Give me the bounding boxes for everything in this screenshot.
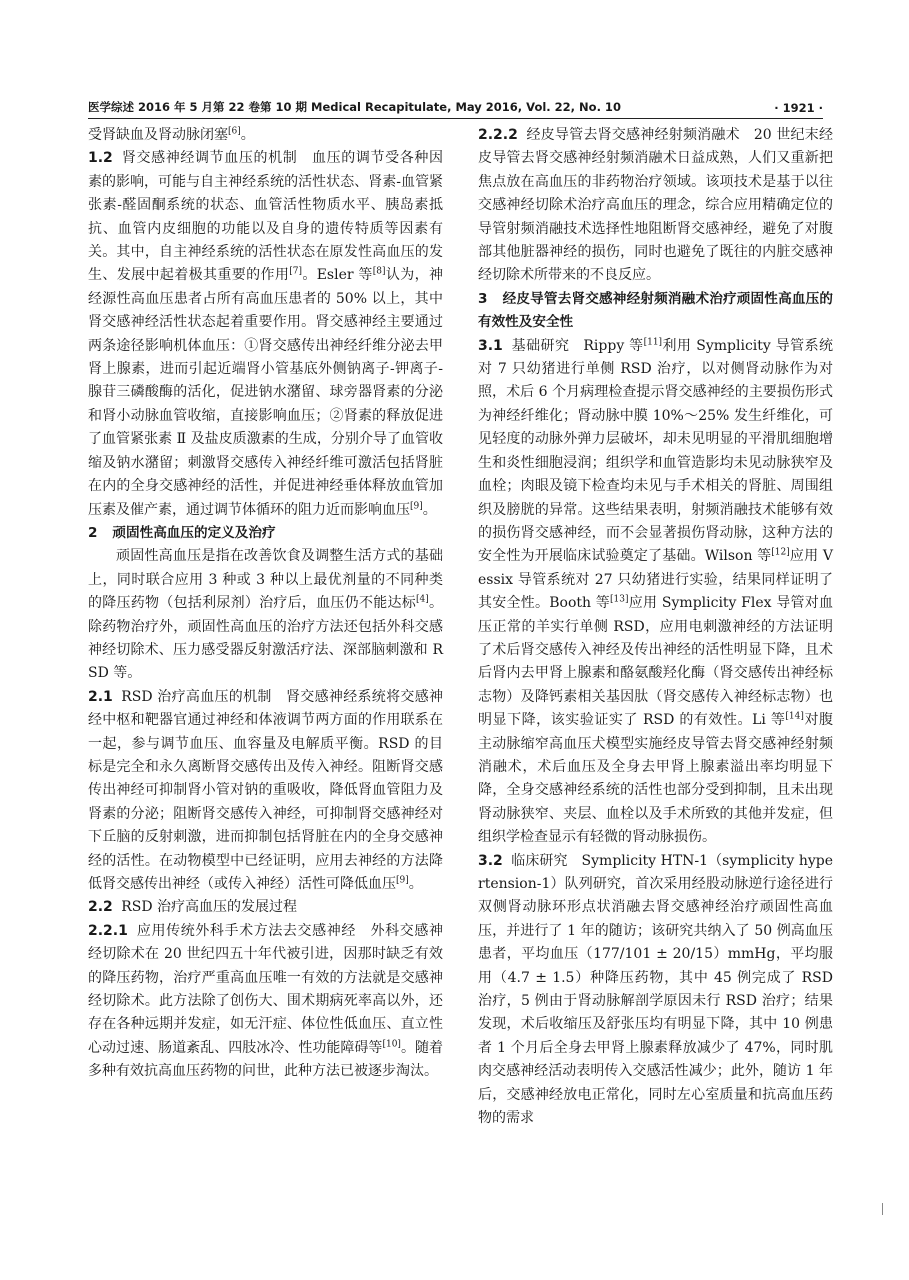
citation-ref: [6]: [228, 126, 241, 137]
section-title: 临床研究: [511, 852, 568, 869]
section-2-2-heading: 2.2 RSD 治疗高血压的发展过程: [88, 899, 298, 916]
section-3-2: 3.2 临床研究 Symplicity HTN-1（symplicity hypertension-1）队列研究，首次采用经股动脉逆行途径进行双侧肾动脉环形点状消融去肾交感神经治疗顽固性高血压，并进行了 1 年的随访；该研究共纳入了 50 例高血压患者，平均血压（177/101 ± 20/15）mmHg，平均服用（4.7 ± 1.5）种降压药物，其中 45 例完成了 RSD 治疗，5 例由于肾动脉解剖学原因未行 RSD 治疗；结果发现，术后收缩压及舒张压均有明显下降，其中 10 例患者 1 个月后全身去甲肾上腺素释放减少了 47%，同时肌肉交感神经活动表明传入交感活性减少；此外，随访 1 年后，交感神经放电正常化，同时左心室质量和抗高血压药物的需求: [478, 852, 834, 1127]
section-title: 肾交感神经调节血压的机制: [121, 150, 298, 167]
section-3-1: 3.1 基础研究 Rippy 等[11]利用 Symplicity 导管系统对 7 只幼猪进行单侧 RSD 治疗，以对侧肾动脉作为对照，术后 6 个月病理检查提示肾交感神经的主要损伤形式为神经纤维化；肾动脉中膜 10%～25% 发生纤维化，可见轻度的动脉外弹力层破坏，却未见明显的平滑肌细胞增生和炎性细胞浸润；组织学和血管造影均未见动脉狭窄及血栓；肉眼及镜下检查均未见与手术相关的肾脏、周围组织及膀胱的异常。这些结果表明，射频消融技术能够有效的损伤肾交感神经，而不会显著损伤肾动脉，这种方法的安全性为开展临床试验奠定了基础。Wilson 等[12]应用 Vessix 导管系统对 27 只幼猪进行实验，结果同样证明了其安全性。Booth 等[13]应用 Symplicity Flex 导管对血压正常的羊实行单侧 RSD，应用电刺激神经的方法证明了术后肾交感传入神经及传出神经的活性明显下降，且术后肾内去甲肾上腺素和酪氨酸羟化酶（肾交感传出神经标志物）及降钙素相关基因肽（肾交感传入神经标志物）也明显下降，该实验证实了 RSD 的有效性。Li 等[14]对腹主动脉缩窄高血压犬模型实施经皮导管去肾交感神经射频消融术，术后血压及全身去甲肾上腺素溢出率均明显下降，全身交感神经系统的活性也部分受到抑制，且未出现肾动脉狭窄、夹层、血栓以及手术所致的其他并发症，但组织学检查显示有轻微的肾动脉损伤。: [478, 337, 834, 846]
section-number: 2.2.2: [478, 127, 518, 143]
running-header: [88, 93, 823, 119]
section-title: 经皮导管去肾交感神经射频消融术: [526, 127, 740, 143]
citation-ref: [12]: [771, 547, 790, 558]
citation-ref: [7]: [289, 266, 302, 277]
section-number: 3.2: [478, 852, 503, 869]
citation-ref: [9]: [396, 875, 409, 886]
section-number: 2.2.1: [88, 922, 128, 939]
section-1-2: 1.2 肾交感神经调节血压的机制 血压的调节受各种因素的影响，可能与自主神经系统的活性状态、肾素-血管紧张素-醛固酮系统的状态、血管活性物质水平、胰岛素抵抗、血管内皮细胞的功能以及自身的遗传特质等因素有关。其中，自主神经系统的活性状态在原发性高血压的发生、发展中起着极其重要的作用[7]。Esler 等[8]认为，神经源性高血压患者占所有高血压患者的 50% 以上，其中肾交感神经活性状态起着重要作用。肾交感神经主要通过两条途径影响机体血压：①肾交感传出神经纤维分泌去甲肾上腺素，进而引起近端肾小管基底外侧钠离子-钾离子-腺苷三磷酸酶的活化，促进钠水潴留、球旁器肾素的分泌和肾小动脉血管收缩，直接影响血压；②肾素的释放促进了血管紧张素 Ⅱ 及盐皮质激素的生成，分别介导了血管收缩及钠水潴留；刺激肾交感传入神经纤维可激活包括肾脏在内的全身交感神经的活性，并促进神经垂体释放血管加压素及催产素，通过调节体循环的阻力近而影响血压[9]。: [88, 150, 444, 518]
paragraph-continuation: 受肾缺血及肾动脉闭塞[6]。: [88, 126, 255, 143]
citation-ref: [14]: [785, 711, 804, 722]
section-number: 1.2: [88, 150, 113, 167]
section-3-heading: 3 经皮导管去肾交感神经射频消融术治疗顽固性高血压的有效性及安全性: [478, 290, 833, 331]
citation-ref: [13]: [609, 594, 629, 605]
right-column: [478, 124, 833, 1130]
left-column: [88, 124, 443, 1130]
section-2-heading: 2 顽固性高血压的定义及治疗: [88, 524, 276, 541]
section-number: 2.1: [88, 688, 113, 705]
citation-ref: [8]: [372, 266, 386, 277]
section-2-2-1: 2.2.1 应用传统外科手术方法去交感神经 外科交感神经切除术在 20 世纪四五十年代被引进，因那时缺乏有效的降压药物，治疗严重高血压唯一有效的方法就是交感神经切除术。此方法除了创伤大、围术期病死率高以外，还存在各种远期并发症，如无汗症、体位性低血压、直立性心动过速、肠道紊乱、四肢冰冷、性功能障碍等[10]。随着多种有效抗高血压药物的问世，此种方法已被逐步淘汰。: [88, 922, 444, 1080]
section-number: 3.1: [478, 337, 503, 354]
journal-citation: 医学综述 2016 年 5 月第 22 卷第 10 期 Medical Recapitulate, May 2016, Vol. 22, No. 10: [88, 100, 621, 114]
section-title: 应用传统外科手术方法去交感神经: [136, 922, 356, 939]
page-number: · 1921 ·: [774, 101, 823, 115]
section-2-paragraph: 顽固性高血压是指在改善饮食及调整生活方式的基础上，同时联合应用 3 种或 3 种以上最优剂量的不同种类的降压药物（包括利尿剂）治疗后，血压仍不能达标[4]。除药物治疗外，顽固性高血压的治疗方法还包括外科交感神经切除术、压力感受器反射激活疗法、深部脑刺激和 RSD 等。: [88, 548, 444, 682]
citation-ref: [9]: [410, 500, 423, 511]
citation-ref: [4]: [416, 594, 429, 605]
section-2-2-2: 2.2.2 经皮导管去肾交感神经射频消融术 20 世纪末经皮导管去肾交感神经射频消融术日益成熟，人们又重新把焦点放在高血压的非药物治疗领域。该项技术是基于以往交感神经切除术治疗高血压的理念，综合应用精确定位的导管射频消融技术选择性地阻断肾交感神经，避免了对腹部其他脏器神经的损伤，同时也避免了既往的内脏交感神经切除术所带来的不良反应。: [478, 127, 834, 284]
section-2-1: 2.1 RSD 治疗高血压的机制 肾交感神经系统将交感神经中枢和靶器官通过神经和体液调节两方面的作用联系在一起，参与调节血压、血容量及电解质平衡。RSD 的目标是完全和永久离断肾交感传出及传入神经。阻断肾交感传出神经可抑制肾小管对钠的重吸收，降低肾血管阻力及肾素的分泌；阻断肾交感传入神经，可抑制肾交感神经对下丘脑的反射刺激，进而抑制包括肾脏在内的全身交感神经的活性。在动物模型中已经证明，应用去神经的方法降低肾交感传出神经（或传入神经）活性可降低血压[9]。: [88, 688, 443, 892]
section-title: RSD 治疗高血压的机制: [121, 688, 272, 705]
margin-tick: [882, 1203, 883, 1215]
citation-ref: [10]: [382, 1039, 401, 1050]
body-columns: [88, 124, 833, 1130]
section-title: 基础研究: [511, 337, 570, 354]
citation-ref: [11]: [643, 337, 663, 347]
